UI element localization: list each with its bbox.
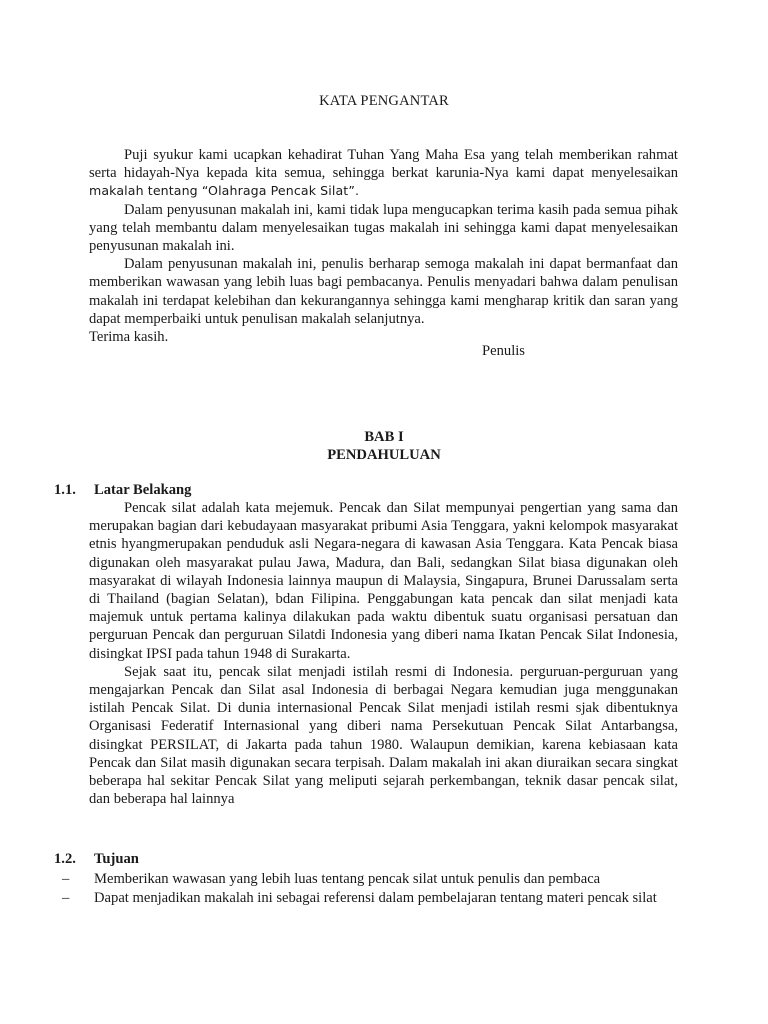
section-1-paragraph-1: Pencak silat adalah kata mejemuk. Pencak dan Silat mempunyai pengertian yang sama dan merupakan bagian dari kebudayaan masyarakat pribumi Asia Tenggara, yakni kelompok masyarakat etnis hyangmerupakan penduduk asli Negara-negara di kawasan Asia Tenggara. Kata Pencak biasa digunakan oleh masyarakat pulau Jawa, Madura, dan Bali, sedangkan Silat biasa digunakan oleh masyarakat di wilayah Indonesia lainnya maupun di Malaysia, Singapura, Brunei Darussalam serta di Thailand (bagian Selatan), bdan Filipina. Penggabungan kata pencak dan silat menjadi kata majemuk untuk pertama kalinya dilakukan pada waktu dibentuk suatu organisasi persatuan dan perguruan Pencak dan perguruan Silatdi Indonesia yang diberi nama Ikatan Pencak Silat Indonesia, disingkat IPSI pada tahun 1948 di Surakarta. (89, 500, 678, 662)
preface-body (89, 146, 678, 346)
dash-bullet-icon: – (62, 871, 70, 887)
chapter-title: PENDAHULUAN (327, 447, 441, 463)
section-heading-tujuan (54, 851, 139, 868)
section-1-paragraph-2: Sejak saat itu, pencak silat menjadi istilah resmi di Indonesia. perguruan-perguruan yang mengajarkan Pencak dan Silat asal Indonesia di berbagai Negara kemudian juga menggunakan istilah Pencak Silat. Di dunia internasional Pencak Silat menjadi istilah resmi sjak dibentuknya Organisasi Federatif Internasional yang diberi nama Persekutuan Pencak Silat Antarbangsa, disingkat PERSILAT, di Jakarta pada tahun 1980. Walaupun demikian, karena kebiasaan kata Pencak dan Silat masih digunakan secara terpisah. Dalam makalah ini akan diuraikan secara singkat beberapa hal sekitar Pencak Silat yang meliputi sejarah perkembangan, teknik dasar pencak silat, dan beberapa hal lainnya (89, 663, 678, 808)
preface-paragraph-1-text: Puji syukur kami ucapkan kehadirat Tuhan Yang Maha Esa yang telah memberikan rahmat serta hidayah-Nya kepada kita semua, sehingga berkat karunia-Nya kami dapat menyelesaikan (89, 147, 678, 182)
chapter-number: BAB I (364, 429, 404, 445)
preface-title: KATA PENGANTAR (319, 93, 449, 109)
objectives-list (54, 870, 694, 908)
section-title: Latar Belakang (94, 482, 192, 498)
preface-paragraph-3: Dalam penyusunan makalah ini, penulis berharap semoga makalah ini dapat bermanfaat dan memberikan wawasan yang lebih luas bagi pembacanya. Penulis menyadari bahwa dalam penulisan makalah ini terdapat kelebihan dan kekurangannya sehingga kami mengharap kritik dan saran yang dapat memperbaiki untuk penulisan makalah selanjutnya. (89, 256, 678, 327)
preface-paragraph-2: Dalam penyusunan makalah ini, kami tidak lupa mengucapkan terima kasih pada semua pihak yang telah membantu dalam menyelesaikan tugas makalah ini sehingga kami dapat menyelesaikan penyusunan makalah ini. (89, 201, 678, 255)
section-heading-latar-belakang (54, 482, 191, 499)
section-number: 1.1. (54, 482, 76, 498)
preface-closing: Terima kasih. (89, 329, 169, 346)
list-item (54, 889, 694, 908)
section-number: 1.2. (54, 851, 76, 867)
dash-bullet-icon: – (62, 890, 70, 906)
list-item (54, 870, 694, 889)
preface-paragraph-1-topic: makalah tentang “Olahraga Pencak Silat”. (89, 183, 360, 199)
section-1-body (89, 499, 678, 808)
preface-signature: Penulis (482, 343, 525, 359)
preface-paragraph-1 (89, 146, 678, 201)
list-item-text: Dapat menjadikan makalah ini sebagai referensi dalam pembelajaran tentang materi pencak silat (94, 890, 657, 906)
section-title: Tujuan (94, 851, 139, 867)
list-item-text: Memberikan wawasan yang lebih luas tentang pencak silat untuk penulis dan pembaca (94, 871, 601, 887)
